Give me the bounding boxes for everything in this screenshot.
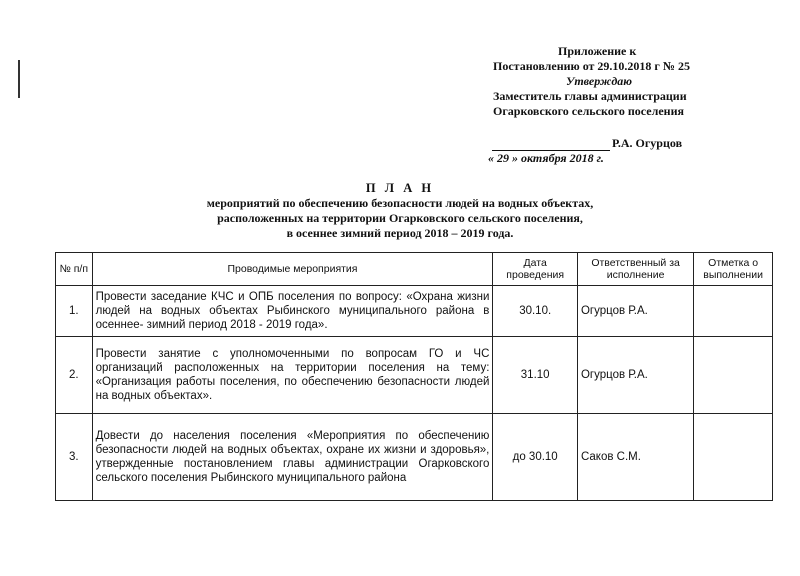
row-num: 3. — [56, 414, 93, 501]
approval-appendix: Приложение к — [558, 44, 637, 58]
signature-line — [488, 136, 748, 151]
row-event: Довести до населения поселения «Мероприятия по обеспечению безопасности людей на водных объектах, охране их жизни и здоровья», утвержденные постановлением главы администрации Огарковского сельского поселения Рыбинского муниципального района — [92, 414, 493, 501]
events-table — [55, 252, 773, 501]
row-date: до 30.10 — [493, 414, 578, 501]
title-line-2: расположенных на территории Огарковского сельского поселения, — [217, 211, 583, 225]
header-mark: Отметка о выполнении — [694, 253, 773, 286]
approval-organization: Огарковского сельского поселения — [493, 104, 684, 118]
row-mark — [694, 414, 773, 501]
row-mark — [694, 286, 773, 337]
approval-block — [488, 44, 748, 166]
signature-name: Р.А. Огурцов — [612, 136, 683, 150]
title-line-3: в осеннее зимний период 2018 – 2019 года. — [286, 226, 514, 240]
table-row — [56, 286, 773, 337]
header-responsible: Ответственный за исполнение — [577, 253, 693, 286]
approval-date: « 29 » октября 2018 г. — [488, 151, 604, 165]
document-title — [150, 181, 650, 241]
table-row — [56, 414, 773, 501]
approval-approve: Утверждаю — [566, 74, 633, 88]
header-event: Проводимые мероприятия — [92, 253, 493, 286]
row-event: Провести занятие с уполномоченными по вопросам ГО и ЧС организаций расположенных на территории поселения на тему: «Организация работы поселения, по обеспечению безопасности людей на водных объектах». — [92, 337, 493, 414]
header-date: Дата проведения — [493, 253, 578, 286]
margin-mark — [18, 60, 20, 98]
approval-position: Заместитель главы администрации — [493, 89, 687, 103]
table-header-row — [56, 253, 773, 286]
row-date: 30.10. — [493, 286, 578, 337]
row-event: Провести заседание КЧС и ОПБ поселения по вопросу: «Охрана жизни людей на водных объектах Рыбинского муниципального района в осеннее- зимний период 2018 - 2019 года». — [92, 286, 493, 337]
table-row — [56, 337, 773, 414]
row-date: 31.10 — [493, 337, 578, 414]
row-mark — [694, 337, 773, 414]
title-line-1: мероприятий по обеспечению безопасности людей на водных объектах, — [206, 196, 594, 210]
title-plan: П Л А Н — [365, 181, 435, 195]
row-num: 2. — [56, 337, 93, 414]
row-responsible: Огурцов Р.А. — [577, 337, 693, 414]
approval-resolution: Постановлению от 29.10.2018 г № 25 — [493, 59, 690, 73]
row-responsible: Огурцов Р.А. — [577, 286, 693, 337]
row-responsible: Саков С.М. — [577, 414, 693, 501]
row-num: 1. — [56, 286, 93, 337]
header-num: № п/п — [56, 253, 93, 286]
